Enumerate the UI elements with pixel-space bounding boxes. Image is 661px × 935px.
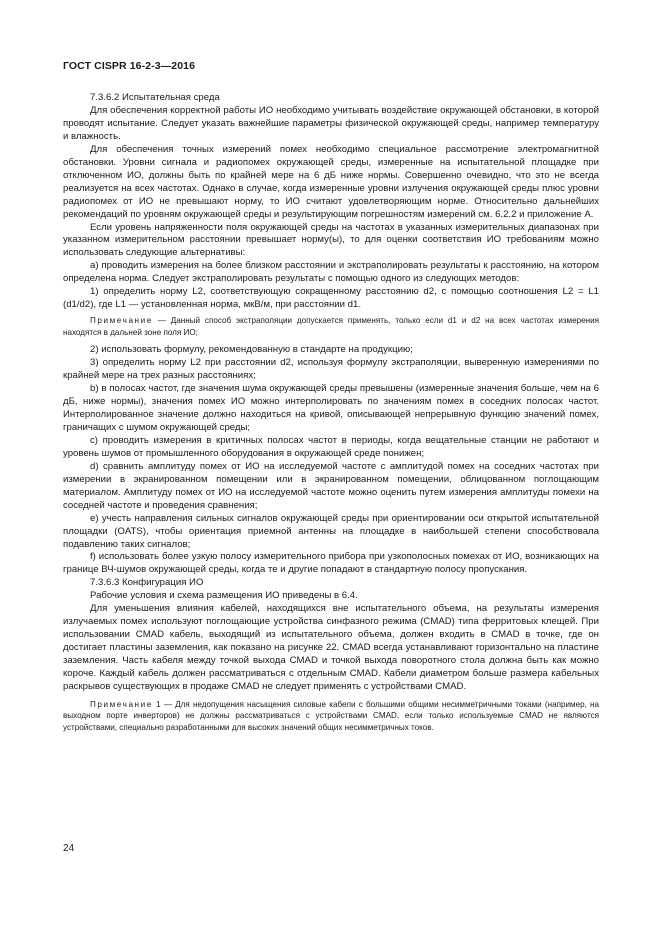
note	[63, 315, 599, 338]
section-heading-7362: 7.3.6.2 Испытательная среда	[90, 92, 220, 103]
list-item-d: d) сравнить амплитуду помех от ИО на исследуемой частоте с амплитудой помех на соседних частотах при измерении в экранированном помещении или в экранированном помещении, облицованном поглощающим материалом. Амплитуду помех от ИО на исследуемой частоте можно оценить путем измерения амплитуды помехи на соседней частоте и проведения сравнения;	[63, 460, 599, 511]
paragraph: Рабочие условия и схема размещения ИО приведены в 6.4.	[90, 590, 358, 602]
list-item-f: f) использовать более узкую полосу измерительного прибора при узкополосных помехах от ИО, возникающих на границе ВЧ-шумов окружающей среды, когда те и другие попадают в стандартную полосу пропускания.	[63, 551, 599, 576]
list-item-a: а) проводить измерения на более близком расстоянии и экстраполировать результаты к расстоянию, на котором определена норма. Следует экстраполировать результаты с помощью одного из следующих методов:	[63, 260, 599, 285]
paragraph: Если уровень напряженности поля окружающей среды на частотах в указанных измерительных диапазонах при указанном измерительном расстоянии превышает норму(ы), то для оценки соответствия ИО требованиям можно использовать следующие альтернативы:	[63, 221, 599, 259]
list-item-c: c) проводить измерения в критичных полосах частот в периоды, когда вещательные станции не работают и уровень шумов от промышленного оборудования в окружающей среде понижен;	[63, 434, 599, 459]
list-item-b: b) в полосах частот, где значения шума окружающей среды превышены (измеренные значения больше, чем на 6 дБ, ниже нормы), значения помех ИО можно интерполировать по значениям помех в соседних полосах частот. Интерполированное значение должно находиться на кривой, описывающей непрерывную функцию значений помех, граничащих с шумом окружающей среды;	[63, 383, 599, 433]
note-text: — Данный способ экстраполяции допускается применять, только если d1 и d2 на всех частотах измерения находятся в дальней зоне поля ИО;	[63, 316, 599, 337]
paragraph: Для обеспечения корректной работы ИО необходимо учитывать воздействие окружающей обстановки, в которой проводят испытание. Следует указать важнейшие параметры физической окружающей среды, например температуру и влажность.	[63, 104, 599, 142]
list-item-e: e) учесть направления сильных сигналов окружающей среды при ориентировании оси открытой испытательной площадки (OATS), чтобы ориентация приемной антенны на площадке в наибольшей степени способствовала подавлению таких сигналов;	[63, 512, 599, 550]
note-label: Примечание	[90, 316, 153, 326]
paragraph: Для обеспечения точных измерений помех необходимо специальное рассмотрение электромагнитной обстановки. Уровни сигнала и радиопомех окружающей среды, измеренные на испытательной площадке при отключенном ИО, должны быть по крайней мере на 6 дБ ниже нормы. Совершенно очевидно, что это не всегда реализуется на всех частотах. Однако в случае, когда измеренные уровни излучения окружающей среды плюс уровни радиопомех от ИО не превышают норму, то ИО считают удовлетворяющим норме. Относительно дальнейших рекомендаций по уровням окружающей среды и результирующим погрешностям измерений см. 6.2.2 и приложение А.	[63, 143, 599, 220]
note-text: 1 — Для недопущения насыщения силовые кабели с большими общими несимметричными токами (например, на выходном порте инверторов) не должны рассматриваться с устройствами CMAD, если только используемые CMAD не являются устройствами, специально разработанными для высоких значений общих несимметричных токов.	[63, 699, 600, 732]
note	[63, 699, 599, 734]
list-item-1: 1) определить норму L2, соответствующую сокращенному расстоянию d2, с помощью соотношения L2 = L1 (d1/d2), где L1 — установленная норма, мкВ/м, при расстоянии d1.	[63, 286, 599, 311]
paragraph: Для уменьшения влияния кабелей, находящихся вне испытательного объема, на результаты измерения излучаемых помех используют поглощающие устройства синфазного режима (CMAD) типа ферритовых клещей. При использовании CMAD кабель, выходящий из испытательного объема, должен входить в CMAD в точке, где он достигает пластины заземления, как показано на рисунке 22. CMAD всегда устанавливают горизонтально на пластине заземления. Часть кабеля между точкой выхода CMAD и точкой выхода поворотного стола должна быть как можно короче. Каждый кабель должен рассматриваться с отдельным CMAD. Кабели диаметром больше размера кабельных раскрывов существующих в продаже CMAD не следует применять с устройствами CMAD.	[63, 603, 599, 692]
section-heading-7363: 7.3.6.3 Конфигурация ИО	[90, 577, 204, 589]
list-item-2: 2) использовать формулу, рекомендованную в стандарте на продукцию;	[90, 344, 413, 356]
document-header: ГОСТ CISPR 16-2-3—2016	[63, 60, 196, 72]
page-number: 24	[63, 843, 75, 854]
document-body	[63, 92, 599, 739]
note-label: Примечание	[90, 699, 153, 709]
list-item-3: 3) определить норму L2 при расстоянии d2, используя формулу экстраполяции, выверенную измерениями по крайней мере на трех разных расстояниях;	[63, 357, 599, 382]
